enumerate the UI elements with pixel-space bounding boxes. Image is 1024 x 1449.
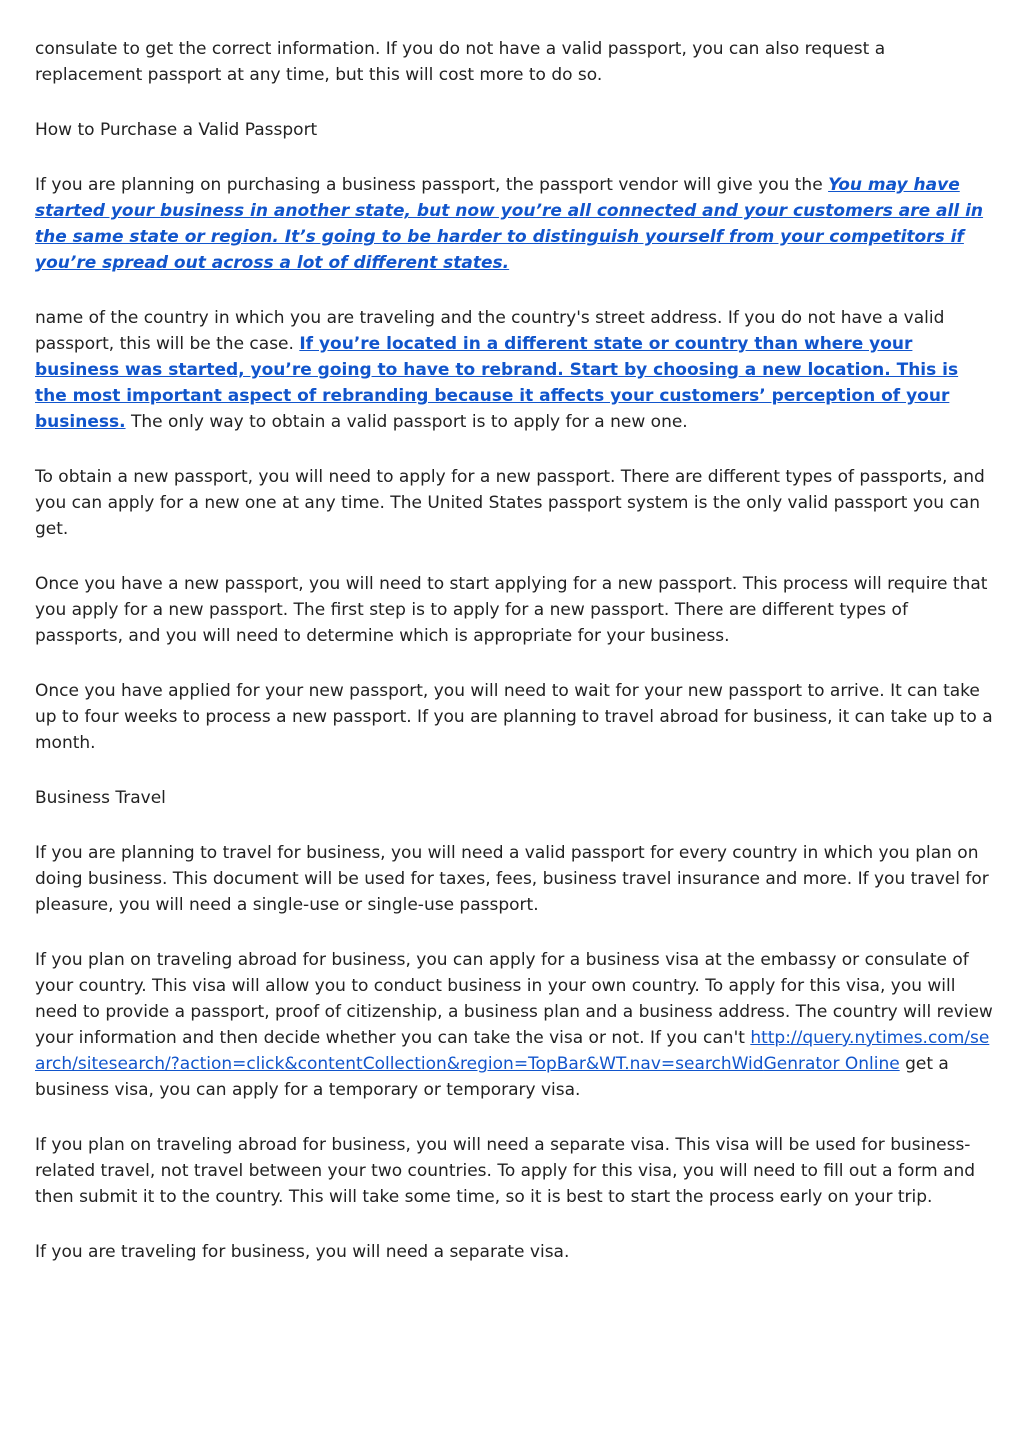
- paragraph-country-name: [35, 305, 995, 435]
- paragraph-text: To obtain a new passport, you will need to apply for a new passport. There are different types of passports, and you can apply for a new one at any time. The United States passport system is the only valid passport you can get.: [35, 467, 985, 539]
- paragraph-text: If you are traveling for business, you will need a separate visa.: [35, 1242, 570, 1262]
- paragraph-text: The only way to obtain a valid passport is to apply for a new one.: [125, 412, 688, 432]
- paragraph-separate-visa: [35, 1132, 995, 1210]
- section-heading-business-travel: [35, 785, 995, 811]
- heading-text: Business Travel: [35, 788, 166, 808]
- paragraph-travel-for-business: [35, 840, 995, 918]
- document-body: [35, 36, 995, 1294]
- paragraph-text: If you are planning on purchasing a business passport, the passport vendor will give you the: [35, 175, 829, 195]
- paragraph-text: If you are planning to travel for business, you will need a valid passport for every country in which you plan on doing business. This document will be used for taxes, fees, business travel insurance and more. If you travel for pleasure, you will need a single-use or single-use passport.: [35, 843, 989, 915]
- paragraph-business-visa: [35, 947, 995, 1103]
- paragraph-text: Once you have applied for your new passport, you will need to wait for your new passport to arrive. It can take up to four weeks to process a new passport. If you are planning to travel abroad for business, it can take up to a month.: [35, 681, 993, 753]
- link-rebrand-location[interactable]: If you’re located in a different state or country than where your business was started, you’re going to have to rebrand. Start by choosing a new location. This is the most important aspect of rebranding because it affects your customers’ perception of your business.: [35, 334, 959, 432]
- paragraph-text: name of the country in which you are traveling and the country's street address. If you do not have a valid passport, this will be the case.: [35, 308, 945, 354]
- paragraph-business-passport: [35, 172, 995, 276]
- paragraph-text: get a business visa, you can apply for a temporary or temporary visa.: [35, 1054, 949, 1100]
- paragraph-text: If you plan on traveling abroad for business, you can apply for a business visa at the embassy or consulate of your country. This visa will allow you to conduct business in your own country. To apply for this visa, you will need to provide a passport, proof of citizenship, a business plan and a business address. The country will review your information and then decide whether you can take the visa or not. If you can't: [35, 950, 993, 1048]
- paragraph-wait-for-passport: [35, 678, 995, 756]
- paragraph-text: consulate to get the correct information. If you do not have a valid passport, you can also request a replacement passport at any time, but this will cost more to do so.: [35, 39, 886, 85]
- section-heading-purchase-passport: [35, 117, 995, 143]
- link-genrator-online[interactable]: Genrator Online: [763, 1054, 900, 1074]
- link-started-business-another-state[interactable]: You may have started your business in another state, but now you’re all connected and your customers are all in the same state or region. It’s going to be harder to distinguish yourself from your competitors if you’re spread out across a lot of different states.: [35, 175, 984, 273]
- paragraph-traveling-for-business: [35, 1239, 995, 1265]
- paragraph-start-applying: [35, 571, 995, 649]
- paragraph-consulate: [35, 36, 995, 88]
- heading-text: How to Purchase a Valid Passport: [35, 120, 318, 140]
- paragraph-text: Once you have a new passport, you will need to start applying for a new passport. This process will require that you apply for a new passport. The first step is to apply for a new passport. There are different types of passports, and you will need to determine which is appropriate for your business.: [35, 574, 988, 646]
- link-nytimes-search-url[interactable]: http://query.nytimes.com/search/sitesearch/?action=click&contentCollection&region=TopBar&WT.nav=searchWid: [35, 1028, 990, 1074]
- paragraph-obtain-new-passport: [35, 464, 995, 542]
- paragraph-text: If you plan on traveling abroad for business, you will need a separate visa. This visa will be used for business-related travel, not travel between your two countries. To apply for this visa, you will need to fill out a form and then submit it to the country. This will take some time, so it is best to start the process early on your trip.: [35, 1135, 976, 1207]
